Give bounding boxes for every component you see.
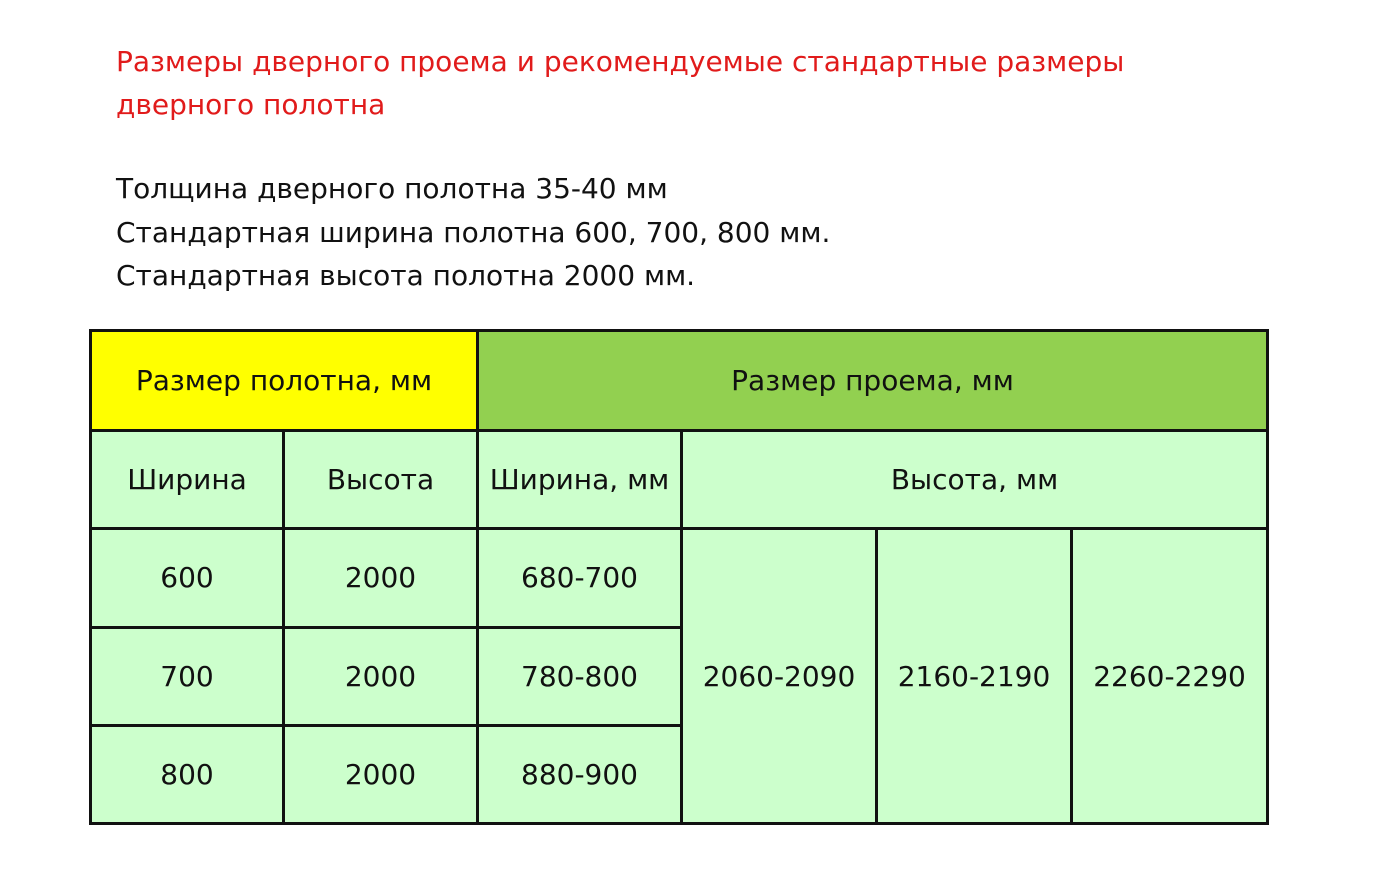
header-opening-size: Размер проема, мм [478, 331, 1268, 431]
cell-opening-height-2: 2160-2190 [877, 529, 1072, 824]
cell-leaf-height: 2000 [284, 627, 478, 725]
cell-opening-width: 680-700 [478, 529, 682, 627]
cell-leaf-width: 800 [91, 725, 284, 823]
table-row [91, 529, 1268, 627]
door-specs-list [116, 167, 830, 298]
spec-standard-width: Стандартная ширина полотна 600, 700, 800 мм. [116, 215, 831, 249]
spec-thickness: Толщина дверного полотна 35-40 мм [116, 172, 668, 205]
cell-opening-height-1: 2060-2090 [682, 529, 877, 824]
cell-leaf-height: 2000 [284, 529, 478, 627]
table-subheader-row [91, 431, 1268, 529]
subheader-leaf-width: Ширина [91, 431, 284, 529]
cell-opening-width: 880-900 [478, 725, 682, 823]
subheader-leaf-height: Высота [284, 431, 478, 529]
subheader-opening-height: Высота, мм [682, 431, 1268, 529]
cell-leaf-height: 2000 [284, 725, 478, 823]
cell-opening-width: 780-800 [478, 627, 682, 725]
cell-leaf-width: 700 [91, 627, 284, 725]
cell-opening-height-3: 2260-2290 [1072, 529, 1268, 824]
spec-standard-height: Стандартная высота полотна 2000 мм. [116, 259, 696, 292]
table-group-header-row [91, 331, 1268, 431]
page-title: Размеры дверного проема и рекомендуемые стандартные размеры дверного полотна [116, 45, 1125, 121]
header-door-leaf-size: Размер полотна, мм [91, 331, 478, 431]
subheader-opening-width: Ширина, мм [478, 431, 682, 529]
door-size-table [89, 329, 1269, 825]
cell-leaf-width: 600 [91, 529, 284, 627]
